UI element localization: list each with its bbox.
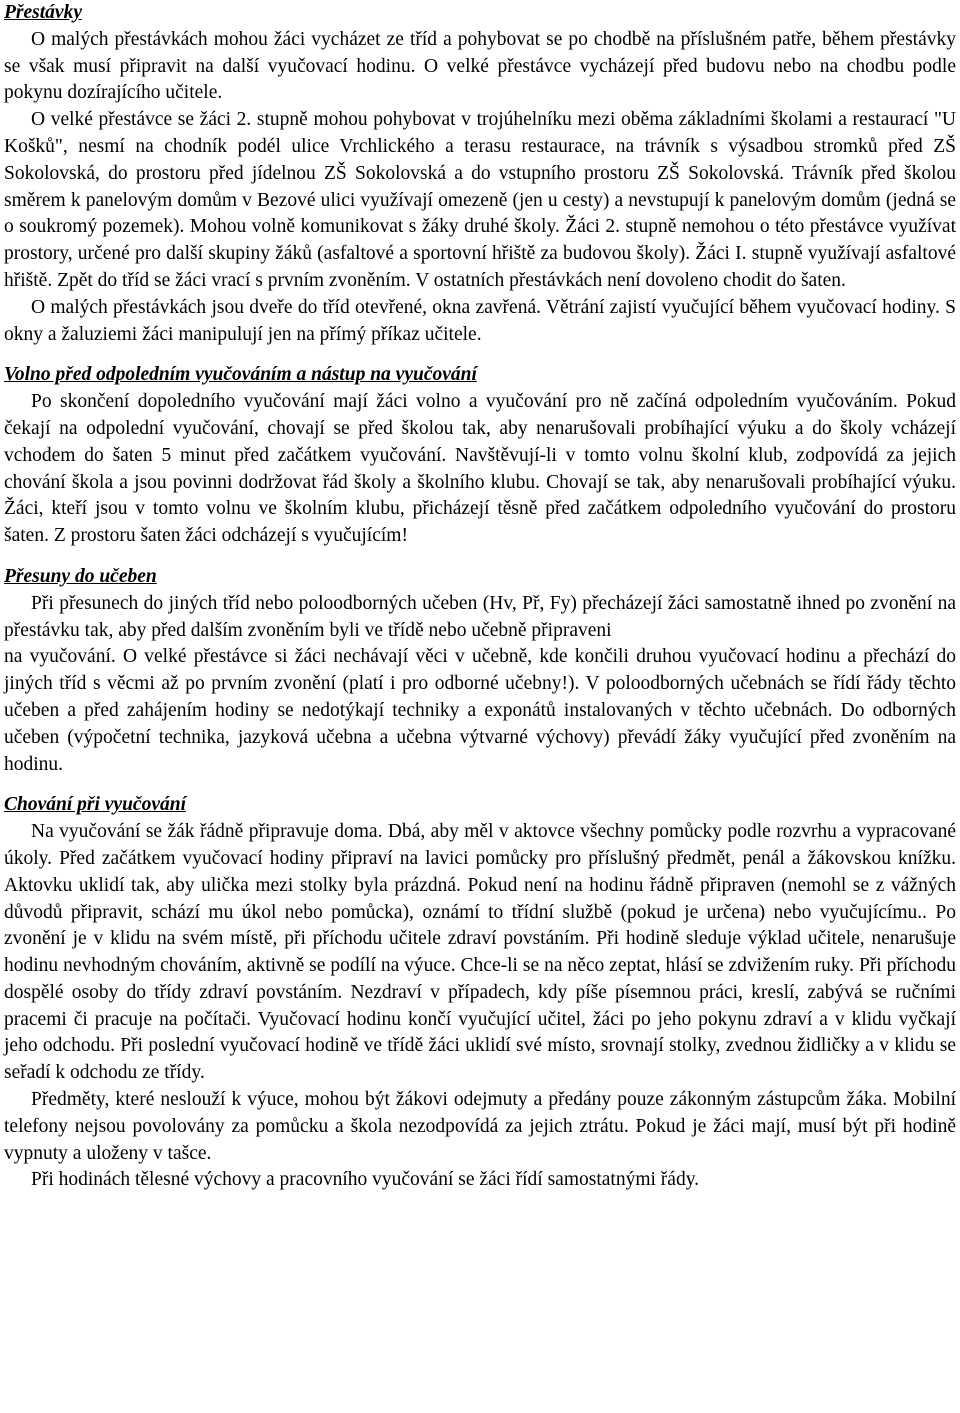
section-prestavky [4, 0, 956, 348]
paragraph: O malých přestávkách jsou dveře do tříd otevřené, okna zavřená. Větrání zajistí vyučující během vyučovací hodiny. S okny a žaluziemi žáci manipulují jen na přímý příkaz učitele. [4, 296, 956, 345]
section-spacer [4, 550, 956, 564]
paragraph: na vyučování. O velké přestávce si žáci nechávají věci v učebně, kde končili druhou vyučovací hodinu a přechází do jiných tříd s věcmi až po prvním zvonění (platí i pro odborné učebny!). V poloodborných učebnách se řídí řády těchto učeben a před zahájením hodiny se nedotýkají techniky a exponátů instalovaných v těchto učebnách. Do odborných učeben (výpočetní technika, jazyková učebna a učebna výtvarné výchovy) převádí žáky vyučující před zvoněním na hodinu. [4, 646, 956, 775]
section-presuny [4, 564, 956, 778]
paragraph: O malých přestávkách mohou žáci vycházet ze tříd a pohybovat se po chodbě na příslušném patře, během přestávky se však musí připravit na další vyučovací hodinu. O velké přestávce vycházejí před budovu nebo na chodbu podle pokynu dozírajícího učitele. [4, 28, 956, 104]
paragraph: Při hodinách tělesné výchovy a pracovního vyučování se žáci řídí samostatnými řády. [31, 1169, 700, 1191]
section-heading: Přestávky [4, 2, 82, 23]
section-heading: Volno před odpoledním vyučováním a nástup na vyučování [4, 364, 477, 386]
paragraph: O velké přestávce se žáci 2. stupně mohou pohybovat v trojúhelníku mezi oběma základními školami a restaurací "U Košků", nesmí na chodník podél ulice Vrchlického a terasu restaurace, na trávník s výsadbou stromků před ZŠ Sokolovská, do prostoru před jídelnou ZŠ Sokolovská a do vstupního prostoru ZŠ Sokolovská. Trávník před školou směrem k panelovým domům v Bezové ulici využívají omezeně (jen u cesty) a nevstupují k panelovým domům (jedná se o soukromý pozemek). Mohou volně komunikovat s žáky druhé školy. Žáci 2. stupně nemohou o této přestávce využívat prostory, určené pro další skupiny žáků (asfaltové a sportovní hřiště za budovou školy). Žáci I. stupně využívají asfaltové hřiště. Zpět do tříd se žáci vrací s prvním zvoněním. V ostatních přestávkách není dovoleno chodit do šaten. [4, 109, 956, 291]
paragraph: Při přesunech do jiných tříd nebo poloodborných učeben (Hv, Př, Fy) přecházejí žáci samostatně ihned po zvonění na přestávku tak, aby před dalším zvoněním byli ve třídě nebo učebně připraveni [4, 592, 956, 641]
paragraph: Po skončení dopoledního vyučování mají žáci volno a vyučování pro ně začíná odpoledním vyučováním. Pokud čekají na odpolední vyučování, chovají se před školou tak, aby nenarušovali probíhající výuku a do školy vcházejí vchodem do šaten 5 minut před začátkem vyučování. Navštěvují-li v tomto volnu školní klub, zodpovídá za jejich chování škola a jsou povinni dodržovat řád školy a školního klubu. Chovají se tak, aby nenarušovali probíhající výuku. Žáci, kteří jsou v tomto volnu ve školním klubu, přicházejí těsně před začátkem odpoledního vyučování do prostoru šaten. Z prostoru šaten žáci odcházejí s vyučujícím! [4, 391, 956, 547]
section-heading: Přesuny do učeben [4, 565, 157, 587]
section-spacer [4, 348, 956, 362]
paragraph: Předměty, které neslouží k výuce, mohou být žákovi odejmuty a předány pouze zákonným zástupcům žáka. Mobilní telefony nejsou povolovány za pomůcku a škola nezodpovídá za jejich ztrátu. Pokud je žáci mají, musí být při hodině vypnuty a uloženy v tašce. [4, 1089, 956, 1164]
paragraph: Na vyučování se žák řádně připravuje doma. Dbá, aby měl v aktovce všechny pomůcky podle rozvrhu a vypracované úkoly. Před začátkem vyučovací hodiny připraví na lavici pomůcky pro příslušný předmět, penál a žákovskou knížku. Aktovku uklidí tak, aby ulička mezi stolky byla prázdná. Pokud není na hodinu řádně připraven (nemohl se z vážných důvodů připravit, schází mu úkol nebo pomůcka), oznámí to třídní službě (pokud je určena) nebo vyučujícímu.. Po zvonění je v klidu na svém místě, při příchodu učitele zdraví povstáním. Při hodině sleduje výklad učitele, nenarušuje hodinu nevhodným chováním, aktivně se podílí na výuce. Chce-li se na něco zeptat, hlásí se zdvižením ruky. Při příchodu dospělé osoby do třídy zdraví povstáním. Nezdraví v případech, kdy píše písemnou práci, kreslí, zabývá se ručními pracemi či pracuje na počítači. Vyučovací hodinu končí vyučující učitel, žáci po jeho pokynu zdraví a v klidu vyčkají jeho odchodu. Při poslední vyučovací hodině ve třídě žáci uklidí své místo, srovnají stolky, zvednou židličky a v klidu se seřadí k odchodu ze třídy. [4, 821, 956, 1084]
section-volno [4, 362, 956, 550]
section-heading: Chování při vyučování [4, 794, 187, 816]
section-chovani [4, 792, 956, 1194]
section-spacer [4, 778, 956, 792]
